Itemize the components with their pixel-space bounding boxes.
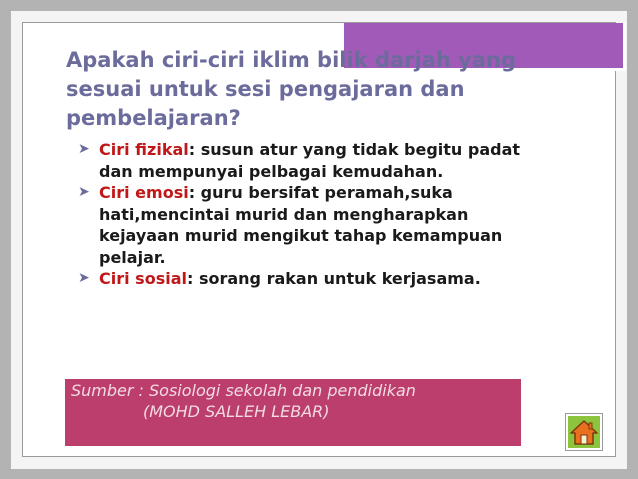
bullet-text: : susun atur yang tidak begitu padat dan mempunyai pelbagai kemudahan. [99,140,521,181]
bullet-item-emotional [76,182,546,268]
source-citation-box [65,379,521,446]
home-button[interactable] [566,414,602,450]
bullet-text: : guru bersifat peramah,suka hati,mencintai murid dan mengharapkan kejayaan murid mengikut tahap kemampuan pelajar. [99,183,503,267]
bullet-text: : sorang rakan untuk kerjasama. [186,269,481,288]
bullet-term: Ciri sosial [99,269,187,288]
bullet-term: Ciri emosi [99,183,189,202]
bullet-item-social [76,268,546,290]
home-icon [568,416,600,448]
arrow-bullet-icon: ➤ [78,141,90,157]
bullet-item-physical [76,139,546,182]
arrow-bullet-icon: ➤ [78,184,90,200]
bullet-list [76,139,546,290]
arrow-bullet-icon: ➤ [78,270,90,286]
source-line-2: (MOHD SALLEH LEBAR) [143,402,330,421]
bullet-term: Ciri fizikal [99,140,189,159]
slide-title: Apakah ciri-ciri iklim bilik darjah yang sesuai untuk sesi pengajaran dan pembelajaran? [66,48,516,130]
source-line-1: Sumber : Sosiologi sekolah dan pendidikan [71,381,416,400]
